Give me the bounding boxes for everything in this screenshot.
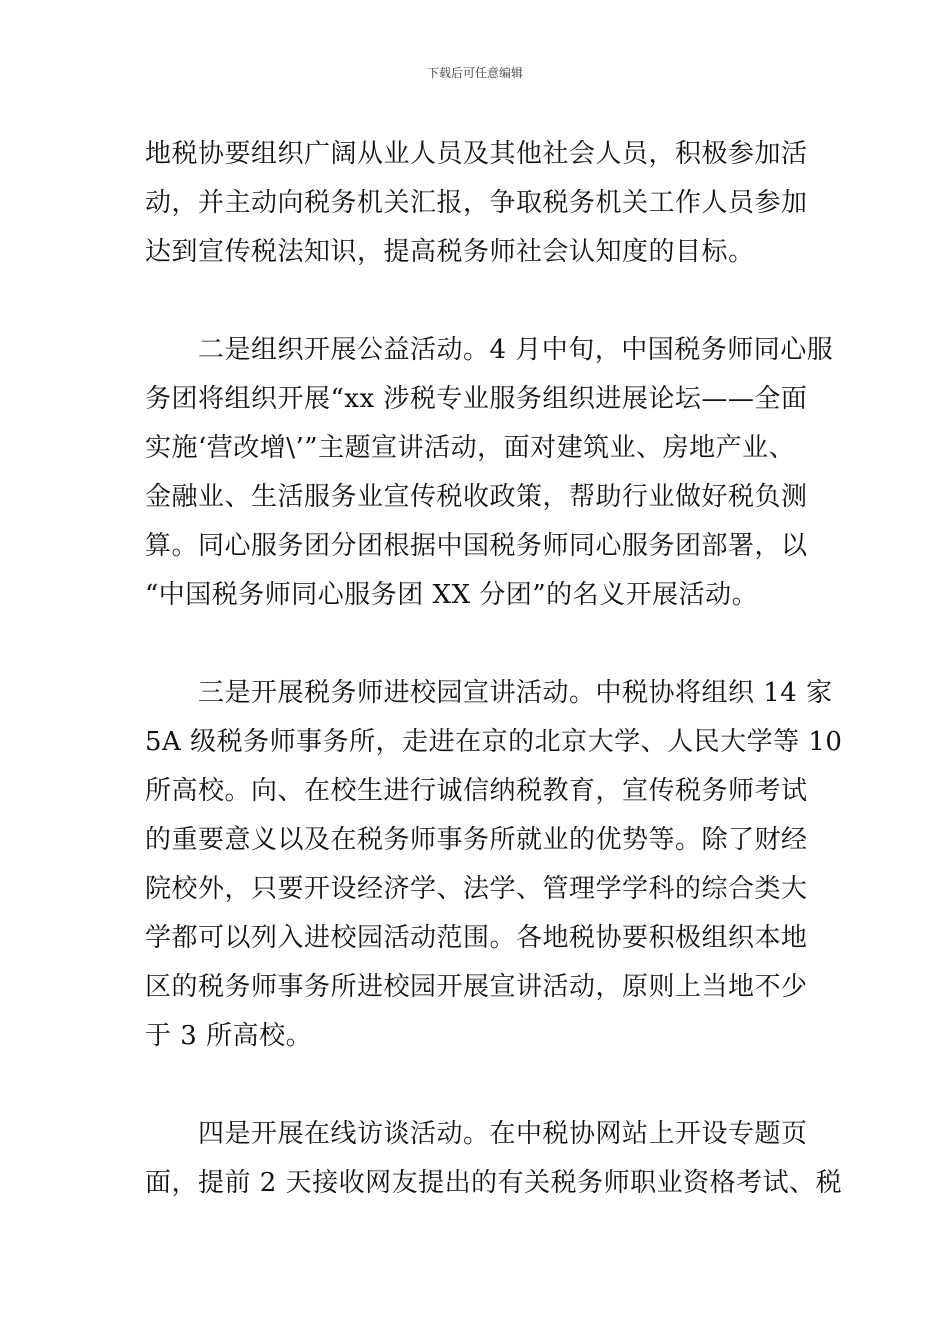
text-line: 院校外，只要开设经济学、法学、管理学学科的综合类大	[145, 874, 808, 904]
document-body	[145, 130, 843, 1208]
text-line: 务团将组织开展“xx 涉税专业服务组织进展论坛——全面	[145, 384, 808, 414]
text-line: 区的税务师事务所进校园开展宣讲活动，原则上当地不少	[145, 972, 808, 1002]
paragraph-gap	[145, 1061, 825, 1110]
text-line: 地税协要组织广阔从业人员及其他社会人员，积极参加活	[145, 139, 808, 169]
text-line: 动，并主动向税务机关汇报，争取税务机关工作人员参加	[145, 188, 808, 218]
text-line: 实施‘营改增\’”主题宣讲活动，面对建筑业、房地产业、	[145, 433, 796, 463]
text-line: 达到宣传税法知识，提高税务师社会认知度的目标。	[145, 237, 755, 267]
paragraph-campus-lecture	[145, 669, 843, 1061]
text-line: 二是组织开展公益活动。4 月中旬，中国税务师同心服	[145, 335, 834, 365]
text-line: 金融业、生活服务业宣传税收政策，帮助行业做好税负测	[145, 482, 808, 512]
text-line: 三是开展税务师进校园宣讲活动。中税协将组织 14 家	[145, 678, 833, 708]
text-line: 算。同心服务团分团根据中国税务师同心服务团部署，以	[145, 531, 808, 561]
page-header: 下载后可任意编辑	[426, 66, 523, 80]
text-line: 的重要意义以及在税务师事务所就业的优势等。除了财经	[145, 825, 808, 855]
text-line: 四是开展在线访谈活动。在中税协网站上开设专题页	[145, 1119, 808, 1149]
text-line: 5A 级税务师事务所，走进在京的北京大学、人民大学等 10	[145, 727, 843, 757]
text-line: “中国税务师同心服务团 XX 分团”的名义开展活动。	[145, 580, 759, 610]
paragraph-continuation	[145, 130, 825, 277]
paragraph-public-welfare	[145, 326, 834, 620]
text-line: 于 3 所高校。	[145, 1021, 313, 1051]
paragraph-gap	[145, 620, 825, 669]
paragraph-gap	[145, 277, 825, 326]
text-line: 学都可以列入进校园活动范围。各地税协要积极组织本地	[145, 923, 808, 953]
text-line: 所高校。向、在校生进行诚信纳税教育，宣传税务师考试	[145, 776, 808, 806]
paragraph-online-interview	[145, 1110, 843, 1208]
text-line: 面，提前 2 天接收网友提出的有关税务师职业资格考试、税	[145, 1168, 843, 1198]
